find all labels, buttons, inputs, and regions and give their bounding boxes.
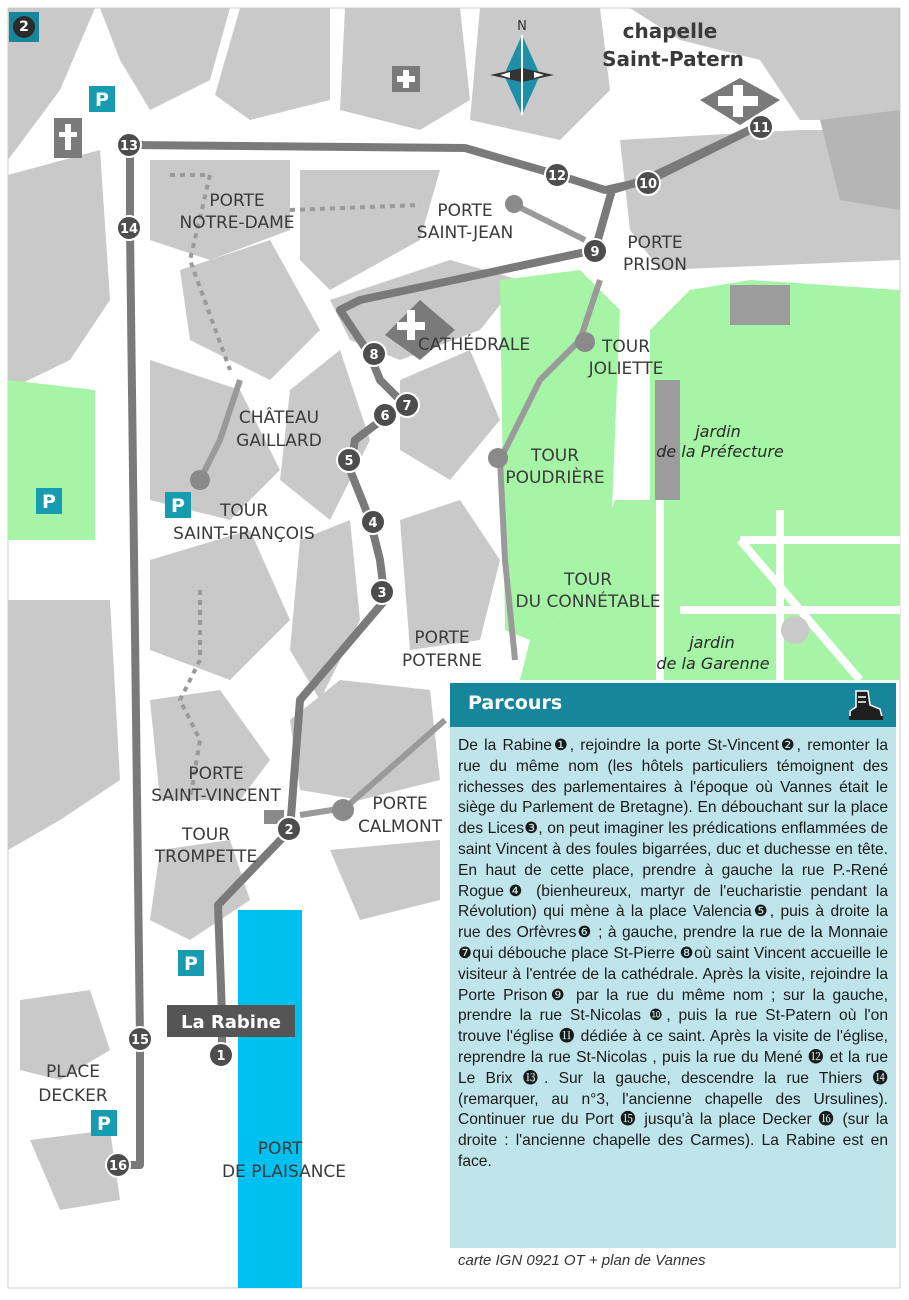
- stop-2: [277, 817, 301, 841]
- svg-text:P: P: [184, 953, 198, 975]
- svg-text:TROMPETTE: TROMPETTE: [154, 847, 258, 867]
- stop-11: [749, 115, 773, 139]
- svg-text:SAINT-FRANÇOIS: SAINT-FRANÇOIS: [173, 524, 315, 544]
- svg-text:POTERNE: POTERNE: [401, 651, 483, 671]
- svg-text:de la Garenne: de la Garenne: [656, 654, 770, 673]
- svg-text:10: 10: [638, 177, 658, 192]
- svg-text:DE PLAISANCE: DE PLAISANCE: [221, 1162, 347, 1182]
- hiking-boot-icon: [844, 687, 886, 723]
- svg-text:PRISON: PRISON: [623, 255, 687, 275]
- svg-text:3: 3: [377, 586, 387, 601]
- stop-16: [106, 1153, 130, 1177]
- svg-text:La Rabine: La Rabine: [181, 1012, 281, 1033]
- chapel-label-line1: chapelle: [622, 19, 718, 43]
- stop-5: [337, 448, 361, 472]
- stop-1: [209, 1043, 233, 1067]
- svg-text:TOUR: TOUR: [219, 501, 269, 521]
- svg-text:jardin: jardin: [695, 422, 741, 441]
- svg-text:13: 13: [119, 139, 139, 154]
- svg-text:8: 8: [369, 348, 379, 363]
- svg-text:TOUR: TOUR: [530, 446, 580, 466]
- stop-14: [117, 216, 141, 240]
- chapel-label-line2: Saint-Patern: [602, 47, 744, 71]
- svg-text:PORT: PORT: [257, 1139, 303, 1159]
- svg-text:PORTE: PORTE: [414, 628, 470, 648]
- stop-8: [362, 342, 386, 366]
- svg-text:CHÂTEAU: CHÂTEAU: [238, 408, 320, 428]
- chapel-icon: [54, 118, 82, 158]
- svg-text:14: 14: [119, 222, 139, 237]
- stop-9: [583, 239, 607, 263]
- itinerary-text: De la Rabine❶, rejoindre la porte St-Vincent❷, remonter la rue du même nom (les hôtels particuliers témoignent des richesses des parlementaires à l'époque où Vannes était le siège du Parlement de Bretagne). En débouchant sur la place des Lices❸, on peut imaginer les prédications enflammées de saint Vincent à des foules bigarrées, duc et duchesse en tête. En haut de cette place, prendre à gauche la rue P.-René Rogue❹ (bienheureux, martyr de l'eucharistie pendant la Révolution) qui mène à la place Valencia❺, puis à droite la rue des Orfèvres❻ ; à gauche, prendre la rue de la Monnaie ❼qui débouche place St-Pierre ❽où saint Vincent accueille le visiteur à l'entrée de la cathédrale. Après la visite, rejoindre la Porte Prison❾ par la rue du même nom ; sur la gauche, prendre la rue St-Nicolas ❿, puis la rue St-Patern où l'on trouve l'église ⓫ dédiée à ce saint. Après la visite de l'église, reprendre la rue St-Nicolas , puis la rue du Mené ⓬ et la rue Le Brix ⓭. Sur la gauche, descendre la rue Thiers ⓮ (remarquer, au n°3, l'ancienne chapelle des Ursulines). Continuer rue du Port ⓯ jusqu'à la place Decker ⓰ (sur la droite : l'ancienne chapelle des Carmes). La Rabine est en face.: [458, 737, 888, 1170]
- svg-text:SAINT-VINCENT: SAINT-VINCENT: [151, 786, 281, 806]
- svg-text:TOUR: TOUR: [563, 570, 613, 590]
- svg-text:TOUR: TOUR: [601, 337, 651, 357]
- svg-text:PLACE: PLACE: [45, 1062, 101, 1082]
- map-source: carte IGN 0921 OT + plan de Vannes: [458, 1252, 706, 1269]
- svg-text:PORTE: PORTE: [437, 201, 493, 221]
- svg-text:JOLIETTE: JOLIETTE: [588, 359, 664, 379]
- svg-text:P: P: [95, 89, 109, 111]
- svg-text:15: 15: [130, 1033, 150, 1048]
- svg-text:P: P: [171, 495, 185, 517]
- svg-text:9: 9: [590, 245, 600, 260]
- svg-text:PORTE: PORTE: [209, 191, 265, 211]
- stop-7: [395, 393, 419, 417]
- page-badge-number: 2: [13, 16, 35, 38]
- svg-text:de la Préfecture: de la Préfecture: [656, 442, 784, 461]
- svg-text:4: 4: [368, 516, 378, 531]
- stop-3: [370, 580, 394, 604]
- svg-text:16: 16: [108, 1159, 128, 1174]
- svg-text:GAILLARD: GAILLARD: [236, 431, 322, 451]
- svg-text:1: 1: [216, 1049, 226, 1064]
- stop-15: [128, 1027, 152, 1051]
- svg-text:PORTE: PORTE: [372, 794, 428, 814]
- hospital-icon: [392, 66, 420, 92]
- svg-text:jardin: jardin: [689, 633, 735, 652]
- svg-text:SAINT-JEAN: SAINT-JEAN: [416, 223, 514, 243]
- svg-text:POUDRIÈRE: POUDRIÈRE: [505, 468, 605, 488]
- svg-text:CATHÉDRALE: CATHÉDRALE: [417, 335, 531, 355]
- itinerary-panel-header: [450, 683, 896, 727]
- compass-north-letter: N: [517, 19, 527, 34]
- svg-text:P: P: [97, 1113, 111, 1135]
- svg-text:5: 5: [344, 454, 354, 469]
- svg-text:TOUR: TOUR: [181, 825, 231, 845]
- svg-text:P: P: [42, 491, 56, 513]
- svg-text:DU CONNÉTABLE: DU CONNÉTABLE: [515, 592, 661, 612]
- itinerary-title: Parcours: [468, 692, 563, 714]
- stop-4: [361, 510, 385, 534]
- la-rabine-label: [167, 1005, 295, 1037]
- stop-13: [117, 133, 141, 157]
- svg-text:PORTE: PORTE: [188, 764, 244, 784]
- svg-text:2: 2: [284, 823, 294, 838]
- svg-text:DECKER: DECKER: [38, 1086, 108, 1106]
- svg-text:CALMONT: CALMONT: [357, 817, 443, 837]
- stop-6: [373, 403, 397, 427]
- svg-text:11: 11: [751, 121, 771, 136]
- svg-text:PORTE: PORTE: [627, 233, 683, 253]
- itinerary-panel: [450, 683, 896, 1248]
- port-water: [238, 910, 302, 1288]
- stop-12: [545, 163, 569, 187]
- svg-text:7: 7: [402, 399, 412, 414]
- svg-text:12: 12: [547, 169, 567, 184]
- page-badge: [9, 12, 39, 42]
- svg-text:NOTRE-DAME: NOTRE-DAME: [179, 213, 295, 233]
- stop-10: [636, 171, 660, 195]
- svg-text:6: 6: [380, 409, 390, 424]
